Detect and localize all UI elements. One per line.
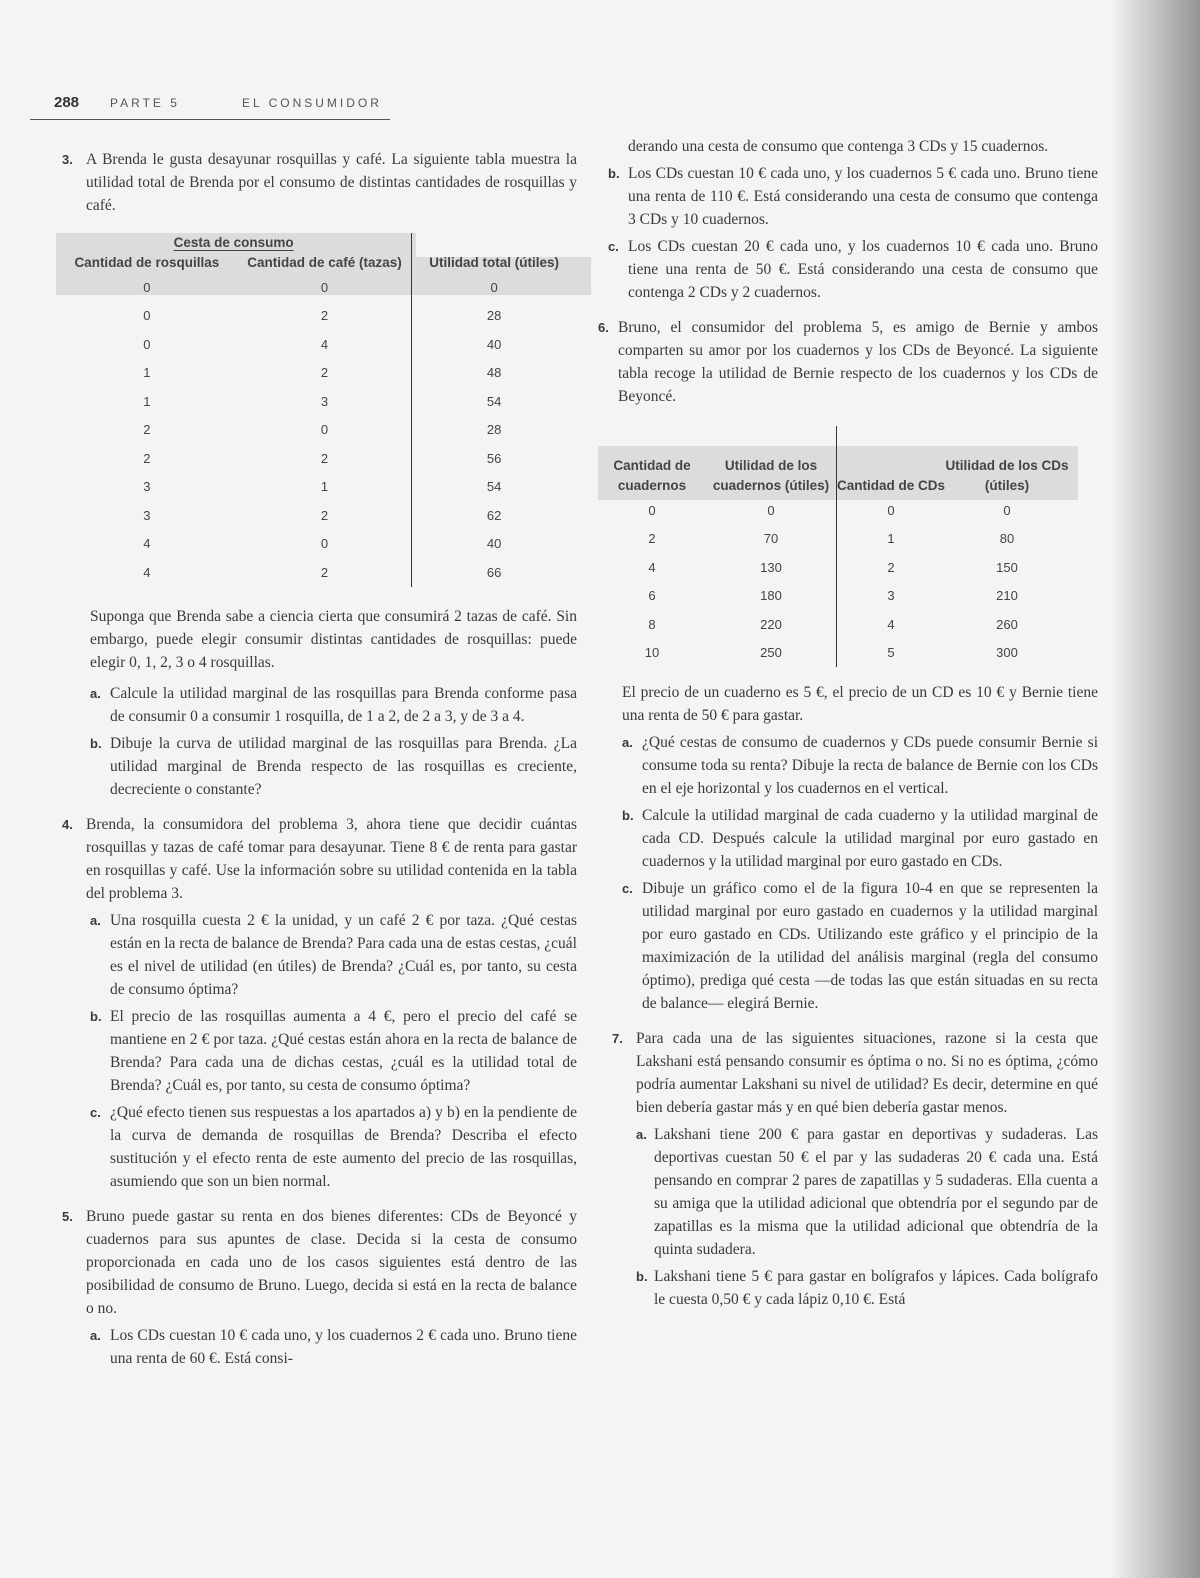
table-row <box>56 387 576 416</box>
running-header <box>30 94 390 120</box>
table-cell: 3 <box>143 479 151 495</box>
problem-4b: b. El precio de las rosquillas aumenta a 4 €, pero el precio del café se mantiene en 2 € por taza. ¿Qué cestas están ahora en la recta de balance de Brenda? Para cada una de dichas cestas, ¿cuál es la utilidad total de Brenda? ¿Cuál es, por tanto, su cesta de consumo óptima? <box>90 1007 577 1094</box>
table-cell: 3 <box>837 582 946 611</box>
table-cell: 0 <box>320 422 329 438</box>
table-cell: 2 <box>648 531 656 547</box>
table-cell: 70 <box>763 531 779 547</box>
table-cell: 180 <box>760 588 782 604</box>
problem-3a: a. Calcule la utilidad marginal de las rosquillas para Brenda conforme pasa de consumir 0 a consumir 1 rosquilla, de 1 a 2, de 2 a 3, y de 3 a 4. <box>90 684 577 725</box>
table-cell: 1 <box>837 525 946 554</box>
table-header-utilidad: Utilidad total (útiles) <box>412 253 576 273</box>
problem-3b: b. Dibuje la curva de utilidad marginal de las rosquillas para Brenda. ¿La utilidad marginal de Brenda respecto de las rosquillas es creciente, decreciente o constante? <box>90 734 577 798</box>
problem-5: 5. Bruno puede gastar su renta en dos bienes diferentes: CDs de Beyoncé y cuadernos para sus apuntes de clase. Decida si la cesta de consumo proporcionada en cada uno de los casos siguientes está dentro de las posibilidad de consumo de Bruno. Luego, decida si está en la recta de balance o no. <box>62 1205 577 1320</box>
problem-3 <box>62 148 577 217</box>
table-cell: 5 <box>837 639 946 668</box>
table-cell: 56 <box>412 444 576 473</box>
brenda-utility-table <box>56 233 576 587</box>
page-edge-shadow <box>1110 0 1200 1578</box>
problem-7b: b. Lakshani tiene 5 € para gastar en bolígrafos y lápices. Cada bolígrafo le cuesta 0,50 € y cada lápiz 0,10 €. Está <box>636 1268 1098 1308</box>
table-cell: 40 <box>412 330 576 359</box>
problem-5b: b. Los CDs cuestan 10 € cada uno, y los cuadernos 5 € cada uno. Bruno tiene una renta de 110 €. Está considerando una cesta de consumo que contenga 3 CDs y 10 cuadernos. <box>608 165 1098 228</box>
table-cell: 54 <box>412 473 576 502</box>
table-cell: 2 <box>320 564 329 580</box>
table-row <box>56 330 576 359</box>
table-row <box>56 530 576 559</box>
table-header-utilidad-cds: Utilidad de los CDs (útiles) <box>945 458 1069 493</box>
problem-5a-continued: derando una cesta de consumo que contenga 3 CDs y 15 cuadernos. <box>628 138 1049 155</box>
problem-number: 5. <box>62 1208 73 1224</box>
table-row <box>56 473 576 502</box>
table-header-cds: Cantidad de CDs <box>837 426 946 496</box>
table-cell: 130 <box>760 559 782 575</box>
bernie-utility-table <box>598 426 1098 667</box>
table-cell: 2 <box>320 308 329 324</box>
table-cell: 4 <box>837 610 946 639</box>
problem-4a: a. Una rosquilla cuesta 2 € la unidad, y un café 2 € por taza. ¿Qué cestas están en la recta de balance de Brenda? Para cada una de estas cestas, ¿cuál es el nivel de utilidad (en útiles) de Brenda? ¿Cuál es, por tanto, su cesta de consumo óptima? <box>90 911 577 998</box>
table-cell: 300 <box>996 645 1018 661</box>
table-cell: 2 <box>143 450 151 466</box>
table-cell: 0 <box>320 279 329 295</box>
table-row <box>598 525 1069 554</box>
problem-number: 7. <box>612 1031 623 1046</box>
table-cell: 0 <box>143 336 151 352</box>
table-cell: 0 <box>143 279 151 295</box>
problem-number: 3. <box>62 152 73 167</box>
table-header-utilidad-cuadernos: Utilidad de los cuadernos (útiles) <box>712 458 830 493</box>
table-cell: 8 <box>648 616 656 632</box>
part-label: PARTE 5 <box>110 96 180 110</box>
problem-5c: c. Los CDs cuestan 20 € cada uno, y los cuadernos 10 € cada uno. Bruno tiene una renta de 50 €. Está considerando una cesta de consumo que contenga 2 CDs y 2 cuadernos. <box>608 238 1098 301</box>
table-cell: 28 <box>412 302 576 331</box>
table-row <box>56 302 576 331</box>
problem-6: 6. Bruno, el consumidor del problema 5, es amigo de Bernie y ambos comparten su amor por los cuadernos y los CDs de Beyoncé. La siguiente tabla recoge la utilidad de Bernie respecto de los cuadernos y los CDs de Beyoncé. <box>598 316 1098 408</box>
table-header-rosquillas: Cantidad de rosquillas <box>74 255 220 270</box>
table-header-cuadernos: Cantidad de cuadernos <box>613 458 691 493</box>
table-cell: 150 <box>996 559 1018 575</box>
chapter-title: EL CONSUMIDOR <box>242 96 382 110</box>
left-column <box>62 148 577 1374</box>
problem-number: 6. <box>598 320 609 335</box>
table-cell: 0 <box>767 502 775 518</box>
table-cell: 1 <box>320 479 329 495</box>
table-cell: 2 <box>320 365 329 381</box>
table-cell: 1 <box>143 365 151 381</box>
table-cell: 2 <box>320 450 329 466</box>
table-cell: 10 <box>644 645 660 661</box>
table-cell: 0 <box>143 308 151 324</box>
table-row <box>56 359 576 388</box>
table-cell: 48 <box>412 359 576 388</box>
table-row <box>598 582 1069 611</box>
table-cell: 40 <box>412 530 576 559</box>
problem-4c: c. ¿Qué efecto tienen sus respuestas a los apartados a) y b) en la pendiente de la curva de demanda de rosquillas de Brenda? Describa el efecto sustitución y el efecto renta de este aumento del precio de las rosquillas, asumiendo que son un bien normal. <box>90 1103 577 1190</box>
table-cell: 260 <box>996 616 1018 632</box>
problem-6a: a. ¿Qué cestas de consumo de cuadernos y CDs puede consumir Bernie si consume toda su renta? Dibuje la recta de balance de Bernie con los CDs en el eje horizontal y los cuadernos en el vertical. <box>622 734 1098 797</box>
problem-6b: b. Calcule la utilidad marginal de cada cuaderno y la utilidad marginal de cada CD. Después calcule la utilidad marginal por euro gastado en cuadernos y la utilidad marginal por euro gastado en CDs. <box>622 807 1098 870</box>
table-cell: 0 <box>837 496 946 525</box>
problem-6-followup: El precio de un cuaderno es 5 €, el precio de un CD es 10 € y Bernie tiene una renta de 50 € para gastar. <box>622 684 1098 724</box>
problem-7: 7. Para cada una de las siguientes situaciones, razone si la cesta que Lakshani está pensando consumir es óptima o no. Si no es óptima, ¿cómo podría aumentar Lakshani su nivel de utilidad? Es decir, determine en qué bien debería gastar más y en qué bien debería gastar menos. <box>598 1027 1098 1119</box>
problem-7a: a. Lakshani tiene 200 € para gastar en deportivas y sudaderas. Las deportivas cuestan 50 € el par y las sudaderas 20 € cada una. Está pensando en comprar 2 pares de zapatillas y 5 sudaderas. Ella cuenta a su amiga que la utilidad adicional que obtendría por el segundo par de zapatillas es la misma que la utilidad adicional que obtendría de la quinta sudadera. <box>636 1126 1098 1258</box>
table-cell: 4 <box>143 536 151 552</box>
table-cell: 4 <box>648 559 656 575</box>
table-cell: 2 <box>143 422 151 438</box>
problem-3-followup: Suponga que Brenda sabe a ciencia cierta que consumirá 2 tazas de café. Sin embargo, puede elegir consumir distintas cantidades de rosquillas: puede elegir 0, 1, 2, 3 o 4 rosquillas. <box>90 607 577 671</box>
table-cell: 210 <box>996 588 1018 604</box>
table-cell: 2 <box>837 553 946 582</box>
table-cell: 220 <box>760 616 782 632</box>
right-column <box>598 135 1098 1315</box>
table-cell: 3 <box>320 393 329 409</box>
table-cell: 4 <box>143 564 151 580</box>
table-cell: 28 <box>412 416 576 445</box>
table-cell: 4 <box>320 336 329 352</box>
table-cell: 1 <box>143 393 151 409</box>
problem-4: 4. Brenda, la consumidora del problema 3, ahora tiene que decidir cuántas rosquillas y tazas de café tomar para desayunar. Tiene 8 € de renta para gastar en rosquillas y café. Use la información sobre su utilidad contenida en la tabla del problema 3. <box>62 813 577 905</box>
table-cell: 0 <box>648 502 656 518</box>
table-row <box>598 496 1069 525</box>
table-row <box>56 273 576 302</box>
table-cell: 3 <box>143 507 151 523</box>
problem-number: 4. <box>62 816 73 832</box>
table-group-header: Cesta de consumo <box>173 235 294 250</box>
table-row <box>598 610 1069 639</box>
table-row <box>56 444 576 473</box>
table-cell: 54 <box>412 387 576 416</box>
table-cell: 2 <box>320 507 329 523</box>
problem-3-intro: A Brenda le gusta desayunar rosquillas y café. La siguiente tabla muestra la utilidad total de Brenda por el consumo de distintas cantidades de rosquillas y café. <box>86 151 577 214</box>
table-row <box>598 639 1069 668</box>
table-cell: 6 <box>648 588 656 604</box>
table-cell: 66 <box>412 558 576 587</box>
table-row <box>56 558 576 587</box>
table-cell: 0 <box>320 536 329 552</box>
table-row <box>598 553 1069 582</box>
table-header-cafe: Cantidad de café (tazas) <box>247 255 402 270</box>
table-row <box>56 416 576 445</box>
table-cell: 0 <box>1003 502 1011 518</box>
header-rule <box>30 119 390 120</box>
table-cell: 0 <box>412 273 576 302</box>
table-cell: 62 <box>412 501 576 530</box>
table-cell: 80 <box>999 531 1015 547</box>
problem-5a: a. Los CDs cuestan 10 € cada uno, y los cuadernos 2 € cada uno. Bruno tiene una renta de 60 €. Está consi- <box>90 1326 577 1367</box>
table-cell: 250 <box>760 645 782 661</box>
page-number: 288 <box>54 94 80 111</box>
problem-6c: c. Dibuje un gráfico como el de la figura 10-4 en que se representen la utilidad marginal por euro gastado en cuadernos y la utilidad marginal por euro gastado en CDs. Utilizando este gráfico y el principio de la maximización de la utilidad del análisis marginal (regla del consumo óptimo), prediga qué cesta —de todas las que están situadas en su recta de balance— elegirá Bernie. <box>622 880 1098 1012</box>
table-row <box>56 501 576 530</box>
